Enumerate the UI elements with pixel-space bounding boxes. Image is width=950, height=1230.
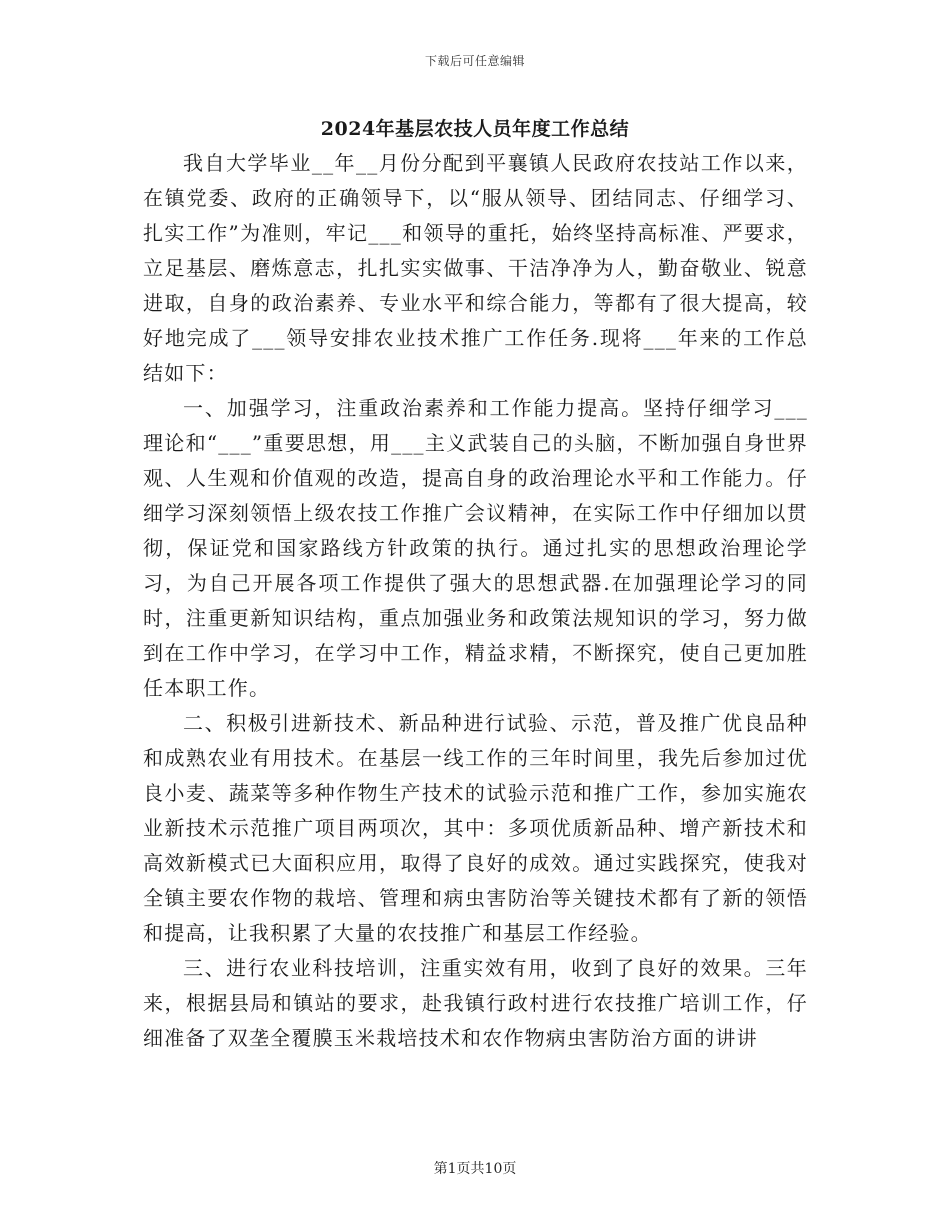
- document-body: [143, 146, 808, 1056]
- header-note: 下载后可任意编辑: [424, 54, 525, 68]
- paragraph-section-1: 一、加强学习，注重政治素养和工作能力提高。坚持仔细学习___理论和“___”重要思想，用___主义武装自己的头脑，不断加强自身世界观、人生观和价值观的改造，提高自身的政治理论水平和工作能力。仔细学习深刻领悟上级农技工作推广会议精神，在实际工作中仔细加以贯彻，保证党和国家路线方针政策的执行。通过扎实的思想政治理论学习，为自己开展各项工作提供了强大的思想武器.在加强理论学习的同时，注重更新知识结构，重点加强业务和政策法规知识的学习，努力做到在工作中学习，在学习中工作，精益求精，不断探究，使自己更加胜任本职工作。: [143, 396, 808, 700]
- page-number: 第1页共10页: [433, 1161, 517, 1177]
- paragraph-section-3: 三、进行农业科技培训，注重实效有用，收到了良好的效果。三年来，根据县局和镇站的要求，赴我镇行政村进行农技推广培训工作，仔细准备了双垄全覆膜玉米栽培技术和农作物病虫害防治方面的讲讲: [143, 956, 808, 1050]
- document-title: 2024年基层农技人员年度工作总结: [320, 118, 630, 140]
- paragraph-section-2: 二、积极引进新技术、新品种进行试验、示范，普及推广优良品种和成熟农业有用技术。在基层一线工作的三年时间里，我先后参加过优良小麦、蔬菜等多种作物生产技术的试验示范和推广工作，参加实施农业新技术示范推广项目两项次，其中：多项优质新品种、增产新技术和高效新模式已大面积应用，取得了良好的成效。通过实践探究，使我对全镇主要农作物的栽培、管理和病虫害防治等关键技术都有了新的领悟和提高，让我积累了大量的农技推广和基层工作经验。: [143, 711, 808, 945]
- paragraph-intro: 我自大学毕业__年__月份分配到平襄镇人民政府农技站工作以来，在镇党委、政府的正确领导下，以“服从领导、团结同志、仔细学习、扎实工作”为准则，牢记___和领导的重托，始终坚持高标准、严要求，立足基层、磨炼意志，扎扎实实做事、干洁净净为人，勤奋敬业、锐意进取，自身的政治素养、专业水平和综合能力，等都有了很大提高，较好地完成了___领导安排农业技术推广工作任务.现将___年来的工作总结如下：: [143, 151, 808, 385]
